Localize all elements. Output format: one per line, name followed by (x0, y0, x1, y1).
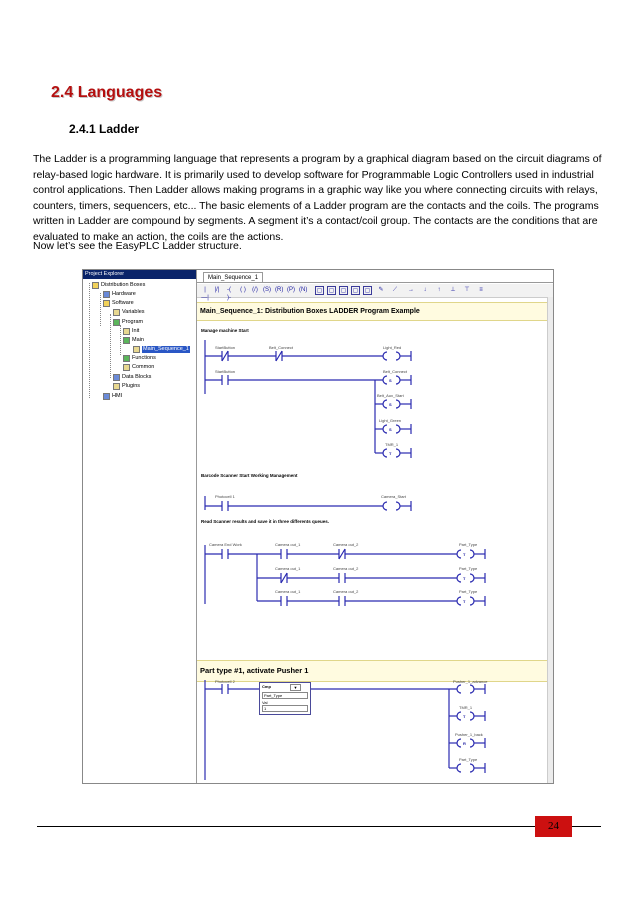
tree-item-functions[interactable]: Functions (123, 355, 156, 362)
coil-label: Camera_Start (381, 494, 406, 499)
coil-label: Pusher_1_back (455, 732, 483, 737)
contact-label: Camera out_1 (275, 589, 301, 594)
contact-label: Camera out_2 (333, 542, 359, 547)
coil-label: Light_Red (383, 345, 402, 350)
data-blocks-icon (113, 374, 120, 381)
toolbar-tool-19[interactable]: ⊥ (450, 287, 456, 293)
svg-text:T: T (463, 552, 466, 557)
compare-block[interactable] (259, 682, 311, 715)
toolbar-tool-1[interactable]: |/| (214, 287, 220, 293)
svg-text:S: S (389, 378, 392, 383)
contact-label: Camera out_1 (275, 542, 301, 547)
coil-label: Part_Type (459, 542, 478, 547)
tree-item-software[interactable]: Software (103, 300, 134, 307)
segment-description: Read Scanner results and save it in three differents queues. (201, 519, 330, 524)
toolbar-tool-2[interactable]: -( )- (227, 287, 231, 301)
tree-item-common[interactable]: Common (123, 364, 154, 371)
tree-item-variables[interactable]: Variables (113, 309, 145, 316)
ladder-diagram (197, 270, 549, 783)
tree-item-main-sequence[interactable]: Main_Sequence_1 (133, 346, 190, 353)
compare-var-field[interactable]: Part_Type (262, 692, 308, 699)
plugins-icon (113, 383, 120, 390)
toolbar-tool-12[interactable]: ▢ (352, 288, 359, 294)
toolbar-tool-17[interactable]: ↓ (423, 287, 427, 293)
toolbar-tool-6[interactable]: (R) (275, 287, 284, 293)
page-number: 24 (535, 816, 572, 837)
tree-item-main[interactable]: Main (123, 337, 144, 344)
svg-text:T: T (389, 451, 392, 456)
intro-paragraph: The Ladder is a programming language that represents a program by a graphical diagram based on the circuit diagrams of relay-based logic hardware. It is primarily used to develop software for Programmable Logic Controllers used in industrial control applications. Then Ladder allows making programs in a graphic way like you where connecting circuits with relays, counters, timers, sequencers, etc... The basic elements of a Ladder program are the contacts and the coils. The programs written in Ladder are compound by segments. A segment it’s a contact/coil group. The contacts are the conditions that are evaluated to make an action, the coils are the actions. (33, 153, 602, 243)
tree-item-plugins[interactable]: Plugins (113, 383, 140, 390)
main-icon (123, 337, 130, 344)
svg-text:S: S (389, 402, 392, 407)
easyplc-screenshot (82, 269, 554, 784)
hardware-icon (103, 291, 110, 298)
svg-text:S: S (389, 427, 392, 432)
project-explorer-panel (83, 270, 197, 783)
program-icon (113, 319, 120, 326)
toolbar-tool-14[interactable]: ✎ (378, 287, 384, 293)
segment-description: Barcode Scanner Start Working Management (201, 473, 298, 478)
toolbar-tool-10[interactable]: ▢ (328, 288, 335, 294)
toolbar-tool-7[interactable]: (P) (287, 287, 295, 293)
project-explorer-title: Project Explorer (83, 270, 196, 279)
segment-title: Main_Sequence_1: Distribution Boxes LADDER Program Example (197, 302, 553, 321)
toolbar-tool-13[interactable]: ▢ (364, 288, 371, 294)
tree-item-program[interactable]: Program (113, 319, 143, 326)
svg-text:T: T (463, 576, 466, 581)
toolbar-tool-18[interactable]: ↑ (437, 287, 441, 293)
tree-item-data-blocks[interactable]: Data Blocks (113, 374, 151, 381)
ladder-editor (197, 270, 553, 783)
tree-item-hardware[interactable]: Hardware (103, 291, 136, 298)
hmi-icon (103, 393, 110, 400)
toolbar-tool-21[interactable]: ≡ (479, 287, 483, 293)
toolbar-tool-11[interactable]: ▢ (340, 288, 347, 294)
contact-label: Photocell 2 (215, 679, 235, 684)
compare-op: Cmp (262, 684, 271, 689)
toolbar-tool-20[interactable]: ⊤ (464, 287, 470, 293)
toolbar-tool-0[interactable]: |—| (201, 287, 209, 301)
section-heading: 2.4 Languages (51, 84, 163, 101)
subsection-heading: 2.4.1 Ladder (69, 122, 140, 136)
svg-text:R: R (463, 741, 466, 746)
coil-label: Belt_Aux_Start (377, 393, 404, 398)
toolbar-tool-9[interactable]: ▢ (316, 288, 323, 294)
page-icon (123, 328, 130, 335)
svg-text:T: T (463, 599, 466, 604)
contact-label: Camera out_2 (333, 566, 359, 571)
folder-icon (92, 282, 99, 289)
tree-item-hmi[interactable]: HMI (103, 393, 122, 400)
segment-title: Part type #1, activate Pusher 1 (197, 660, 553, 682)
coil-label: Light_Green (379, 418, 402, 423)
svg-text:T: T (463, 714, 466, 719)
contact-label: Camera out_2 (333, 589, 359, 594)
compare-val-field[interactable]: 1 (262, 705, 308, 712)
software-icon (103, 300, 110, 307)
footer-rule (37, 826, 601, 827)
chevron-down-icon[interactable]: ▼ (290, 684, 301, 691)
tree-item-distribution-boxes[interactable]: Distribution Boxes (92, 282, 145, 289)
toolbar-tool-8[interactable]: (N) (299, 287, 308, 293)
contact-label: Belt_Connect (269, 345, 294, 350)
toolbar-tool-5[interactable]: (S) (263, 287, 271, 293)
page-icon (133, 346, 140, 353)
coil-label: Part_Type (459, 566, 478, 571)
coil-label: Part_Type (459, 757, 478, 762)
coil-label: Part_Type (459, 589, 478, 594)
toolbar-tool-3[interactable]: ( ) (240, 287, 246, 293)
segment-description: Manage machine Start (201, 328, 249, 333)
variables-icon (113, 309, 120, 316)
functions-icon (123, 355, 130, 362)
coil-label: TMR_1 (459, 705, 473, 710)
contact-label: Camera End Work (209, 542, 242, 547)
coil-label: Pusher_1_advance (453, 679, 488, 684)
contact-label: Camera out_1 (275, 566, 301, 571)
contact-label: Photocell 1 (215, 494, 235, 499)
page-icon (123, 364, 130, 371)
toolbar-tool-16[interactable]: → (408, 287, 414, 293)
tree-item-init[interactable]: Init (123, 328, 139, 335)
contact-label: StartButton (215, 345, 236, 350)
toolbar-tool-15[interactable]: ⟋ (392, 287, 398, 293)
coil-label: TMR_1 (385, 442, 399, 447)
toolbar-tool-4[interactable]: (/) (252, 287, 258, 293)
compare-val-label: Val (262, 700, 268, 705)
structure-paragraph: Now let’s see the EasyPLC Ladder structure. (33, 240, 242, 252)
contact-label: StartButton (215, 369, 236, 374)
coil-label: Belt_Connect (383, 369, 408, 374)
tab-main-sequence[interactable]: Main_Sequence_1 (203, 272, 263, 283)
vertical-scrollbar[interactable] (547, 297, 553, 783)
